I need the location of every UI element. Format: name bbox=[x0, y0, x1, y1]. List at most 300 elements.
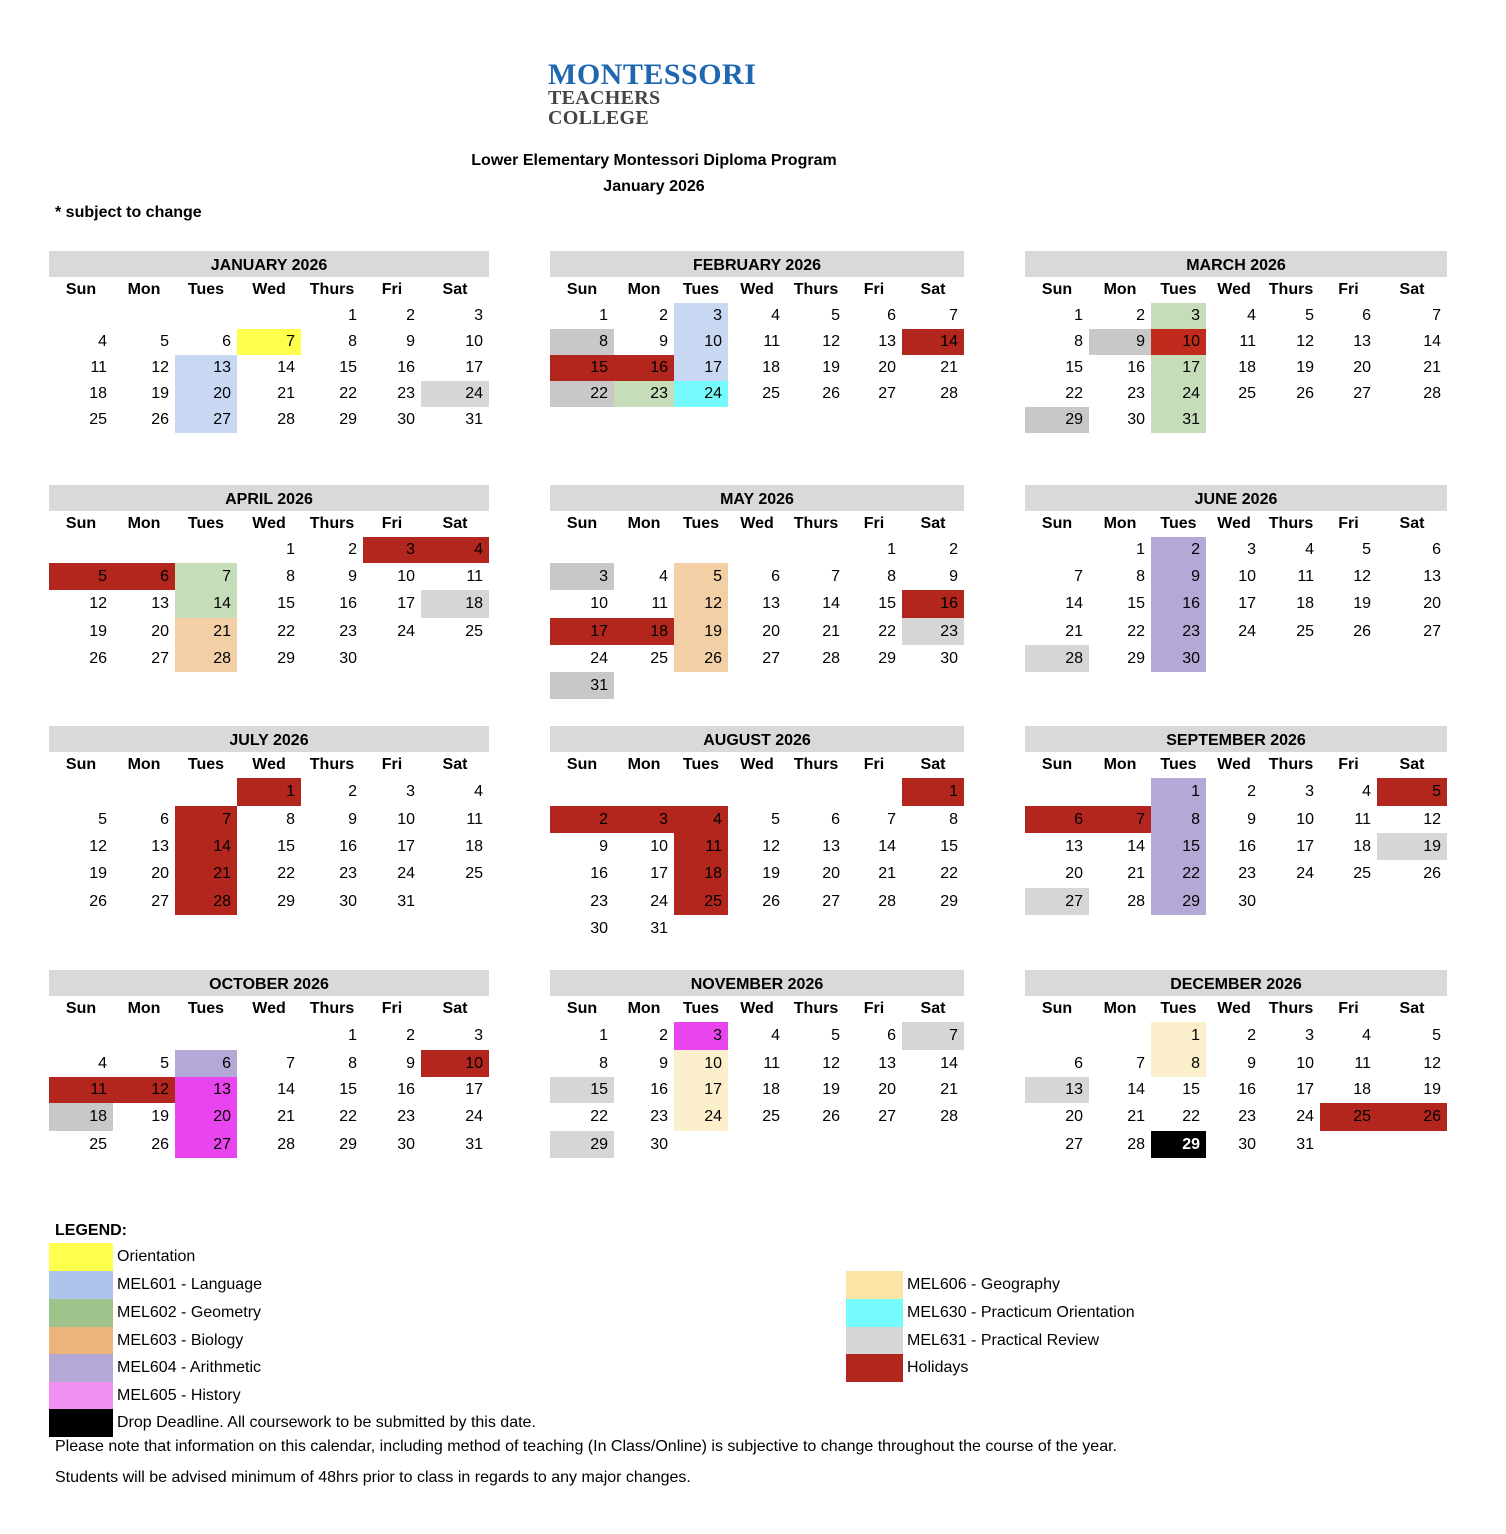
legend-swatch bbox=[49, 1382, 113, 1410]
legend-swatch bbox=[49, 1354, 113, 1382]
day-cell: 9 bbox=[1247, 811, 1256, 828]
day-cell: 29 bbox=[878, 650, 896, 667]
legend-swatch bbox=[49, 1327, 113, 1355]
day-cell: 12 bbox=[113, 1077, 175, 1103]
month-title: MAY 2026 bbox=[550, 485, 964, 511]
day-cell: 18 bbox=[1353, 1081, 1371, 1098]
day-cell: 12 bbox=[762, 838, 780, 855]
day-cell: 20 bbox=[878, 1081, 896, 1098]
day-cell: 20 bbox=[822, 865, 840, 882]
legend-swatch bbox=[846, 1271, 903, 1299]
day-cell: 6 bbox=[113, 563, 175, 590]
day-cell: 7 bbox=[1432, 307, 1441, 324]
legend-label: MEL604 - Arithmetic bbox=[117, 1359, 262, 1376]
weekday-label: Wed bbox=[252, 1000, 286, 1017]
day-cell: 6 bbox=[831, 811, 840, 828]
day-cell: 23 bbox=[397, 385, 415, 402]
day-cell: 4 bbox=[1362, 1027, 1371, 1044]
weekday-label: Tues bbox=[1160, 281, 1197, 298]
day-cell: 9 bbox=[659, 333, 668, 350]
day-cell: 14 bbox=[175, 590, 237, 618]
day-cell: 22 bbox=[550, 381, 614, 407]
weekday-label: Wed bbox=[740, 515, 774, 532]
weekday-label: Thurs bbox=[1268, 515, 1314, 532]
day-cell: 31 bbox=[465, 411, 483, 428]
day-cell: 11 bbox=[674, 833, 728, 860]
day-cell: 28 bbox=[878, 893, 896, 910]
day-cell: 14 bbox=[822, 595, 840, 612]
day-cell: 22 bbox=[277, 865, 295, 882]
day-cell: 4 bbox=[659, 568, 668, 585]
day-cell: 1 bbox=[1151, 1022, 1206, 1050]
day-cell: 13 bbox=[1423, 568, 1441, 585]
footnote-1: Please note that information on this calendar, including method of teaching (In Class/Online) is subjective to change throughout the course of the year. bbox=[55, 1438, 1117, 1455]
month-march bbox=[1025, 251, 1447, 459]
day-cell: 27 bbox=[1353, 385, 1371, 402]
day-cell: 30 bbox=[1151, 645, 1206, 672]
weekday-label: Thurs bbox=[793, 281, 839, 298]
day-cell: 4 bbox=[98, 1055, 107, 1072]
day-cell: 23 bbox=[650, 1108, 668, 1125]
day-cell: 1 bbox=[1151, 778, 1206, 806]
weekday-label: Fri bbox=[1338, 756, 1359, 773]
weekday-label: Fri bbox=[1338, 281, 1359, 298]
day-cell: 29 bbox=[1025, 407, 1089, 433]
day-cell: 22 bbox=[1151, 860, 1206, 888]
month-grid bbox=[1025, 1022, 1447, 1185]
weekday-label: Wed bbox=[1217, 515, 1251, 532]
day-cell: 19 bbox=[1377, 833, 1447, 860]
weekday-label: Sat bbox=[920, 515, 946, 532]
day-cell: 28 bbox=[277, 411, 295, 428]
weekday-label: Sun bbox=[65, 756, 97, 773]
day-cell: 29 bbox=[277, 650, 295, 667]
month-february bbox=[550, 251, 964, 459]
day-cell: 8 bbox=[550, 329, 614, 355]
weekday-label: Tues bbox=[682, 1000, 720, 1017]
day-cell: 8 bbox=[1074, 333, 1083, 350]
day-cell: 20 bbox=[151, 865, 169, 882]
day-cell: 12 bbox=[1353, 568, 1371, 585]
day-cell: 14 bbox=[878, 838, 896, 855]
legend-item bbox=[49, 1409, 536, 1437]
day-cell: 24 bbox=[1296, 865, 1314, 882]
day-cell: 23 bbox=[1127, 385, 1145, 402]
legend-label: MEL602 - Geometry bbox=[117, 1304, 262, 1321]
legend-label: Drop Deadline. All coursework to be submitted by this date. bbox=[117, 1414, 536, 1431]
day-cell: 9 bbox=[348, 568, 357, 585]
day-cell: 8 bbox=[1151, 806, 1206, 833]
day-cell: 17 bbox=[465, 1081, 483, 1098]
day-cell: 15 bbox=[1151, 833, 1206, 860]
day-cell: 17 bbox=[1151, 355, 1206, 381]
day-cell: 11 bbox=[1239, 333, 1256, 350]
legend-label: Holidays bbox=[907, 1359, 969, 1376]
day-cell: 11 bbox=[651, 595, 668, 612]
day-cell: 10 bbox=[674, 329, 728, 355]
day-cell: 12 bbox=[1296, 333, 1314, 350]
weekday-label: Thurs bbox=[1268, 756, 1314, 773]
day-cell: 26 bbox=[1377, 1103, 1447, 1131]
month-january bbox=[49, 251, 489, 459]
day-cell: 6 bbox=[887, 1027, 896, 1044]
day-cell: 19 bbox=[89, 865, 107, 882]
day-cell: 7 bbox=[175, 806, 237, 833]
weekday-header-row bbox=[550, 752, 964, 778]
day-cell: 15 bbox=[277, 838, 295, 855]
day-cell: 17 bbox=[397, 595, 415, 612]
day-cell: 27 bbox=[1423, 623, 1441, 640]
day-cell: 12 bbox=[822, 1055, 840, 1072]
legend-swatch bbox=[846, 1354, 903, 1382]
day-cell: 6 bbox=[887, 307, 896, 324]
day-cell: 28 bbox=[1127, 893, 1145, 910]
legend-swatch bbox=[49, 1299, 113, 1327]
day-cell: 16 bbox=[590, 865, 608, 882]
day-cell: 19 bbox=[674, 618, 728, 645]
day-cell: 27 bbox=[878, 385, 896, 402]
weekday-label: Sun bbox=[566, 1000, 598, 1017]
day-cell: 14 bbox=[175, 833, 237, 860]
day-cell: 18 bbox=[762, 1081, 780, 1098]
day-cell: 6 bbox=[160, 811, 169, 828]
weekday-label: Sat bbox=[1399, 515, 1425, 532]
day-cell: 27 bbox=[175, 407, 237, 433]
weekday-label: Fri bbox=[863, 1000, 885, 1017]
weekday-label: Wed bbox=[1217, 756, 1251, 773]
day-cell: 5 bbox=[160, 1055, 169, 1072]
weekday-label: Sat bbox=[442, 515, 468, 532]
day-cell: 3 bbox=[550, 563, 614, 590]
day-cell: 25 bbox=[674, 888, 728, 915]
weekday-label: Sun bbox=[566, 515, 598, 532]
weekday-label: Wed bbox=[252, 515, 286, 532]
weekday-label: Mon bbox=[127, 1000, 161, 1017]
day-cell: 20 bbox=[175, 381, 237, 407]
day-cell: 28 bbox=[940, 1108, 958, 1125]
day-cell: 5 bbox=[1305, 307, 1314, 324]
day-cell: 29 bbox=[339, 411, 357, 428]
day-cell: 25 bbox=[1238, 385, 1256, 402]
weekday-label: Sun bbox=[1041, 281, 1073, 298]
day-cell: 31 bbox=[1151, 407, 1206, 433]
day-cell: 31 bbox=[465, 1136, 483, 1153]
day-cell: 10 bbox=[1296, 1055, 1314, 1072]
legend-item bbox=[49, 1327, 243, 1355]
weekday-label: Fri bbox=[381, 515, 403, 532]
day-cell: 13 bbox=[878, 333, 896, 350]
weekday-label: Fri bbox=[863, 756, 885, 773]
weekday-label: Sun bbox=[1041, 756, 1073, 773]
day-cell: 1 bbox=[887, 541, 896, 558]
day-cell: 22 bbox=[1182, 1108, 1200, 1125]
legend-item bbox=[846, 1299, 1135, 1327]
day-cell: 15 bbox=[1182, 1081, 1200, 1098]
day-cell: 26 bbox=[822, 1108, 840, 1125]
day-cell: 13 bbox=[1065, 838, 1083, 855]
day-cell: 20 bbox=[1353, 359, 1371, 376]
day-cell: 28 bbox=[1423, 385, 1441, 402]
day-cell: 15 bbox=[1127, 595, 1145, 612]
day-cell: 16 bbox=[614, 355, 674, 381]
legend-item bbox=[49, 1354, 261, 1382]
weekday-label: Thurs bbox=[309, 756, 355, 773]
day-cell: 21 bbox=[175, 618, 237, 645]
weekday-label: Mon bbox=[627, 281, 661, 298]
day-cell: 27 bbox=[1065, 1136, 1083, 1153]
day-cell: 11 bbox=[763, 1055, 780, 1072]
legend-label: MEL603 - Biology bbox=[117, 1332, 244, 1349]
month-december bbox=[1025, 970, 1447, 1185]
legend-swatch bbox=[49, 1243, 113, 1271]
day-cell: 16 bbox=[1238, 1081, 1256, 1098]
day-cell: 5 bbox=[771, 811, 780, 828]
month-grid bbox=[550, 1022, 964, 1185]
weekday-label: Wed bbox=[252, 281, 286, 298]
day-cell: 24 bbox=[590, 650, 608, 667]
logo-line-1: MONTESSORI bbox=[548, 58, 757, 91]
logo-line-2: TEACHERS COLLEGE bbox=[548, 87, 661, 129]
day-cell: 23 bbox=[1238, 865, 1256, 882]
day-cell: 6 bbox=[1362, 307, 1371, 324]
day-cell: 25 bbox=[1320, 1103, 1377, 1131]
weekday-label: Sun bbox=[65, 1000, 97, 1017]
day-cell: 21 bbox=[940, 359, 958, 376]
month-title: NOVEMBER 2026 bbox=[550, 970, 964, 996]
day-cell: 8 bbox=[348, 333, 357, 350]
day-cell: 18 bbox=[1238, 359, 1256, 376]
weekday-header-row bbox=[1025, 277, 1447, 303]
day-cell: 8 bbox=[599, 1055, 608, 1072]
day-cell: 20 bbox=[1065, 865, 1083, 882]
day-cell: 24 bbox=[674, 1103, 728, 1131]
day-cell: 15 bbox=[550, 1077, 614, 1103]
day-cell: 10 bbox=[590, 595, 608, 612]
day-cell: 2 bbox=[1247, 783, 1256, 800]
day-cell: 15 bbox=[878, 595, 896, 612]
day-cell: 2 bbox=[1151, 537, 1206, 563]
day-cell: 19 bbox=[1296, 359, 1314, 376]
weekday-label: Tues bbox=[682, 756, 720, 773]
day-cell: 23 bbox=[1151, 618, 1206, 645]
legend-item bbox=[49, 1243, 195, 1271]
day-cell: 21 bbox=[1127, 1108, 1145, 1125]
day-cell: 10 bbox=[465, 333, 483, 350]
day-cell: 28 bbox=[822, 650, 840, 667]
month-july bbox=[49, 726, 489, 942]
month-grid bbox=[1025, 303, 1447, 459]
day-cell: 26 bbox=[1423, 865, 1441, 882]
day-cell: 30 bbox=[1238, 893, 1256, 910]
day-cell: 14 bbox=[277, 1081, 295, 1098]
weekday-label: Mon bbox=[1103, 515, 1137, 532]
month-grid bbox=[550, 303, 964, 459]
day-cell: 15 bbox=[339, 359, 357, 376]
day-cell: 7 bbox=[286, 1055, 295, 1072]
day-cell: 30 bbox=[397, 1136, 415, 1153]
weekday-header-row bbox=[1025, 996, 1447, 1022]
weekday-label: Sun bbox=[566, 281, 598, 298]
day-cell: 30 bbox=[940, 650, 958, 667]
day-cell: 18 bbox=[762, 359, 780, 376]
day-cell: 15 bbox=[277, 595, 295, 612]
month-grid bbox=[550, 778, 964, 942]
day-cell: 18 bbox=[465, 838, 483, 855]
day-cell: 25 bbox=[650, 650, 668, 667]
day-cell: 29 bbox=[339, 1136, 357, 1153]
day-cell: 3 bbox=[674, 303, 728, 329]
day-cell: 27 bbox=[1025, 888, 1089, 915]
day-cell: 1 bbox=[599, 1027, 608, 1044]
day-cell: 12 bbox=[1423, 811, 1441, 828]
day-cell: 12 bbox=[89, 838, 107, 855]
day-cell: 13 bbox=[762, 595, 780, 612]
day-cell: 7 bbox=[1074, 568, 1083, 585]
weekday-label: Fri bbox=[1338, 515, 1359, 532]
weekday-label: Thurs bbox=[793, 756, 839, 773]
college-logo bbox=[548, 60, 758, 128]
day-cell: 15 bbox=[550, 355, 614, 381]
day-cell: 2 bbox=[348, 541, 357, 558]
day-cell: 13 bbox=[1025, 1077, 1089, 1103]
month-may bbox=[550, 485, 964, 699]
month-april bbox=[49, 485, 489, 699]
legend-swatch bbox=[846, 1327, 903, 1355]
day-cell: 21 bbox=[277, 1108, 295, 1125]
day-cell: 19 bbox=[89, 623, 107, 640]
weekday-label: Tues bbox=[187, 1000, 225, 1017]
day-cell: 5 bbox=[1377, 778, 1447, 806]
weekday-label: Sat bbox=[920, 756, 946, 773]
day-cell: 3 bbox=[474, 307, 483, 324]
day-cell: 1 bbox=[1074, 307, 1083, 324]
weekday-label: Wed bbox=[740, 1000, 774, 1017]
day-cell: 23 bbox=[614, 381, 674, 407]
month-october bbox=[49, 970, 489, 1185]
day-cell: 22 bbox=[940, 865, 958, 882]
day-cell: 1 bbox=[348, 307, 357, 324]
day-cell: 29 bbox=[1151, 888, 1206, 915]
day-cell: 17 bbox=[674, 355, 728, 381]
day-cell: 10 bbox=[1238, 568, 1256, 585]
day-cell: 20 bbox=[1423, 595, 1441, 612]
day-cell: 4 bbox=[771, 307, 780, 324]
day-cell: 17 bbox=[1238, 595, 1256, 612]
day-cell: 11 bbox=[90, 359, 107, 376]
day-cell: 29 bbox=[940, 893, 958, 910]
day-cell: 9 bbox=[659, 1055, 668, 1072]
legend-item bbox=[49, 1271, 262, 1299]
day-cell: 29 bbox=[550, 1131, 614, 1158]
weekday-label: Mon bbox=[127, 515, 161, 532]
weekday-label: Mon bbox=[627, 1000, 661, 1017]
day-cell: 30 bbox=[650, 1136, 668, 1153]
day-cell: 7 bbox=[1089, 806, 1151, 833]
day-cell: 9 bbox=[1247, 1055, 1256, 1072]
day-cell: 7 bbox=[949, 307, 958, 324]
month-grid bbox=[49, 778, 489, 942]
day-cell: 5 bbox=[1432, 1027, 1441, 1044]
day-cell: 17 bbox=[1296, 1081, 1314, 1098]
day-cell: 26 bbox=[762, 893, 780, 910]
day-cell: 28 bbox=[277, 1136, 295, 1153]
month-grid bbox=[49, 537, 489, 699]
day-cell: 18 bbox=[49, 1103, 113, 1131]
weekday-label: Tues bbox=[187, 281, 225, 298]
day-cell: 1 bbox=[902, 778, 964, 806]
month-title: FEBRUARY 2026 bbox=[550, 251, 964, 277]
day-cell: 9 bbox=[406, 1055, 415, 1072]
weekday-label: Wed bbox=[740, 281, 774, 298]
day-cell: 13 bbox=[151, 595, 169, 612]
day-cell: 3 bbox=[1305, 1027, 1314, 1044]
day-cell: 30 bbox=[1127, 411, 1145, 428]
day-cell: 13 bbox=[175, 355, 237, 381]
day-cell: 24 bbox=[397, 623, 415, 640]
day-cell: 2 bbox=[1136, 307, 1145, 324]
legend-title: LEGEND: bbox=[55, 1222, 127, 1239]
day-cell: 22 bbox=[339, 1108, 357, 1125]
day-cell: 6 bbox=[175, 1050, 237, 1077]
day-cell: 4 bbox=[1247, 307, 1256, 324]
weekday-label: Mon bbox=[627, 756, 661, 773]
day-cell: 14 bbox=[277, 359, 295, 376]
day-cell: 6 bbox=[1074, 1055, 1083, 1072]
day-cell: 25 bbox=[1353, 865, 1371, 882]
month-grid bbox=[1025, 778, 1447, 942]
day-cell: 18 bbox=[1353, 838, 1371, 855]
day-cell: 12 bbox=[89, 595, 107, 612]
legend-swatch bbox=[846, 1299, 903, 1327]
day-cell: 9 bbox=[599, 838, 608, 855]
day-cell: 18 bbox=[1296, 595, 1314, 612]
day-cell: 2 bbox=[659, 307, 668, 324]
day-cell: 8 bbox=[887, 568, 896, 585]
weekday-label: Mon bbox=[127, 281, 161, 298]
day-cell: 20 bbox=[151, 623, 169, 640]
day-cell: 11 bbox=[1354, 1055, 1371, 1072]
day-cell: 5 bbox=[49, 563, 113, 590]
day-cell: 16 bbox=[1127, 359, 1145, 376]
day-cell: 1 bbox=[237, 778, 301, 806]
day-cell: 10 bbox=[397, 568, 415, 585]
day-cell: 8 bbox=[1151, 1050, 1206, 1077]
day-cell: 29 bbox=[277, 893, 295, 910]
weekday-label: Sat bbox=[920, 1000, 946, 1017]
weekday-label: Tues bbox=[682, 515, 720, 532]
weekday-header-row bbox=[49, 996, 489, 1022]
day-cell: 21 bbox=[277, 385, 295, 402]
weekday-label: Sat bbox=[920, 281, 946, 298]
day-cell: 19 bbox=[762, 865, 780, 882]
day-cell: 26 bbox=[1296, 385, 1314, 402]
weekday-label: Fri bbox=[1338, 1000, 1359, 1017]
day-cell: 7 bbox=[237, 329, 301, 355]
day-cell: 12 bbox=[822, 333, 840, 350]
weekday-header-row bbox=[49, 277, 489, 303]
weekday-header-row bbox=[1025, 752, 1447, 778]
weekday-label: Sat bbox=[1399, 281, 1425, 298]
page-subtitle: January 2026 bbox=[603, 178, 705, 195]
day-cell: 24 bbox=[674, 381, 728, 407]
weekday-label: Sun bbox=[1041, 515, 1073, 532]
day-cell: 1 bbox=[599, 307, 608, 324]
weekday-label: Tues bbox=[1160, 515, 1197, 532]
day-cell: 27 bbox=[878, 1108, 896, 1125]
day-cell: 15 bbox=[1065, 359, 1083, 376]
day-cell: 13 bbox=[151, 838, 169, 855]
weekday-label: Thurs bbox=[309, 1000, 355, 1017]
